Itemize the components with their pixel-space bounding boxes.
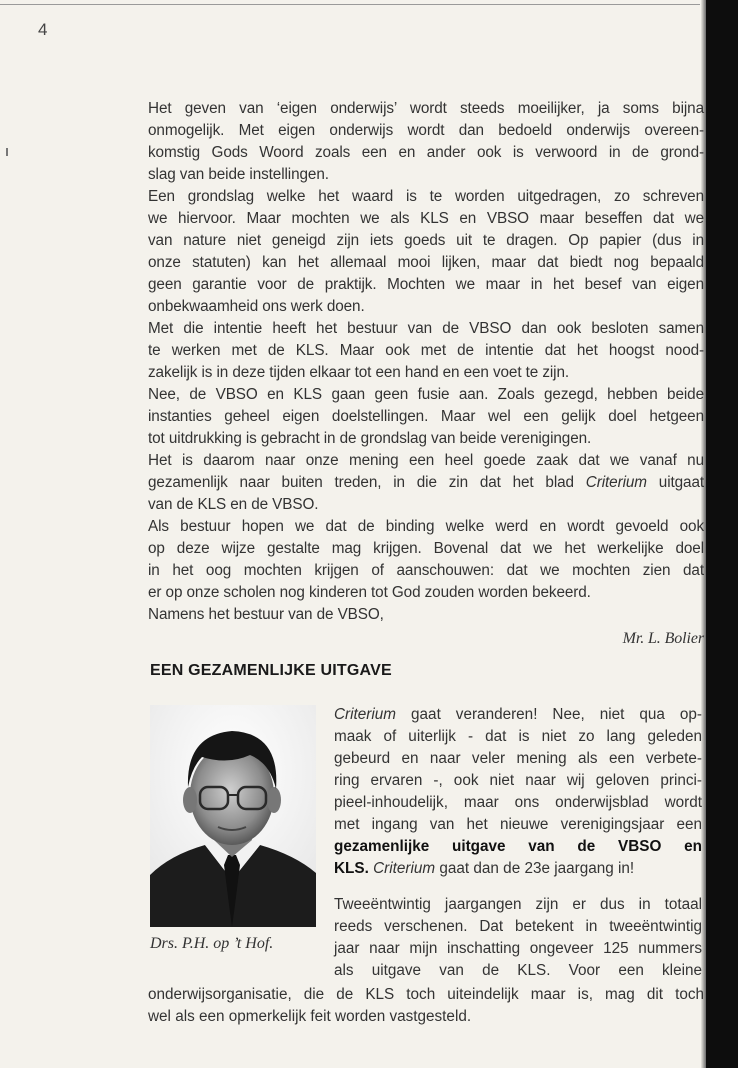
- intro-line: te werken met de KLS. Maar ook met de intentie dat het hoogst nood-: [148, 342, 704, 359]
- top-rule: [0, 4, 700, 5]
- column-line-bold: gezamenlijke uitgave van de VBSO en: [334, 838, 702, 855]
- intro-line-part: uitgaat: [658, 474, 705, 491]
- magazine-title: Criterium: [373, 860, 436, 877]
- intro-line: onbekwaamheid ons werk doen.: [148, 298, 365, 315]
- column-line: gebeurd en naar veler mening als een verbete-: [334, 750, 702, 767]
- signature: Mr. L. Bolier: [622, 630, 704, 647]
- intro-line: we hiervoor. Maar mochten we als KLS en VBSO maar beseffen dat we: [148, 210, 704, 227]
- author-portrait-image: [150, 705, 316, 927]
- intro-line: slag van beide instellingen.: [148, 166, 329, 183]
- intro-line: onmogelijk. Met eigen onderwijs wordt dan bedoeld onderwijs overeen-: [148, 122, 704, 139]
- intro-line: Met die intentie heeft het bestuur van de VBSO dan ook besloten samen: [148, 320, 704, 337]
- column-line-part: gaat dan de 23e jaargang in!: [439, 860, 635, 877]
- intro-line: tot uitdrukking is gebracht in de grondslag van beide verenigingen.: [148, 430, 592, 447]
- photo-caption: Drs. P.H. op ’t Hof.: [150, 935, 274, 952]
- magazine-title: Criterium: [334, 706, 397, 723]
- intro-line: Namens het bestuur van de VBSO,: [148, 606, 384, 623]
- intro-line-with-title: [148, 472, 704, 494]
- page-number: 4: [38, 20, 48, 39]
- column-line: Tweeëntwintig jaargangen zijn er dus in totaal: [334, 896, 702, 913]
- intro-line: komstig Gods Woord zoals een en ander ook is verwoord in de grond-: [148, 144, 704, 161]
- column-line: ring ervaren -, ook niet naar wij geloven princi-: [334, 772, 702, 789]
- column-line: [334, 858, 702, 880]
- column-line: als uitgave van de KLS. Voor een kleine: [334, 962, 702, 979]
- intro-line-part: gezamenlijk naar buiten treden, in die zin dat het blad: [148, 474, 574, 491]
- paragraph-gap: [334, 880, 702, 894]
- column-line: [334, 704, 702, 726]
- column-line: pieel-inhoudelijk, maar ons onderwijsblad wordt: [334, 794, 702, 811]
- announcement-column: [334, 704, 702, 982]
- intro-line: Nee, de VBSO en KLS gaan geen fusie aan. Zoals gezegd, hebben beide: [148, 386, 704, 403]
- intro-line: van nature niet geneigd zijn iets goeds uit te dragen. Op papier (dus in: [148, 232, 704, 249]
- intro-line: Een grondslag welke het waard is te worden uitgedragen, zo schreven: [148, 188, 704, 205]
- section-heading: EEN GEZAMENLIJKE UITGAVE: [150, 662, 392, 679]
- closing-line: onderwijsorganisatie, die de KLS toch uiteindelijk maar is, mag dit toch: [148, 986, 704, 1003]
- column-line: reeds verschenen. Dat betekent in tweeëntwintig: [334, 918, 702, 935]
- intro-article: [148, 98, 704, 650]
- intro-line: Het geven van ‘eigen onderwijs’ wordt steeds moeilijker, ja soms bijna: [148, 100, 704, 117]
- margin-mark: [6, 148, 8, 156]
- intro-line: Het is daarom naar onze mening een heel goede zaak dat we vanaf nu: [148, 452, 704, 469]
- intro-line: Als bestuur hopen we dat de binding welke werd en wordt gevoeld ook: [148, 518, 704, 535]
- closing-line: wel als een opmerkelijk feit worden vastgesteld.: [148, 1008, 472, 1025]
- column-line: met ingang van het nieuwe verenigingsjaar een: [334, 816, 702, 833]
- intro-line: geen garantie voor de praktijk. Mochten we maar in het besef van eigen: [148, 276, 704, 293]
- closing-text: [148, 984, 704, 1028]
- intro-line: onze statuten) kan het allemaal mooi lijken, maar dat biedt nog bepaald: [148, 254, 704, 271]
- column-line: maak of uiterlijk - dat is niet zo lang geleden: [334, 728, 702, 745]
- page-binding-edge: [706, 0, 738, 1068]
- intro-line: instanties geheel eigen doelstellingen. Maar wel een gelijk doel hetgeen: [148, 408, 704, 425]
- column-line-part: gaat veranderen! Nee, niet qua op-: [411, 706, 702, 723]
- magazine-title: Criterium: [585, 474, 647, 491]
- intro-line: in het oog mochten krijgen of aanschouwen: dat we mochten zien dat: [148, 562, 704, 579]
- intro-line: er op onze scholen nog kinderen tot God zouden worden bekeerd.: [148, 584, 591, 601]
- column-line-bold: KLS.: [334, 860, 369, 877]
- column-line: jaar naar mijn inschatting ongeveer 125 nummers: [334, 940, 702, 957]
- intro-line: zakelijk is in deze tijden elkaar tot een hand en een voet te zijn.: [148, 364, 570, 381]
- author-photo: [150, 705, 316, 927]
- intro-line: op deze wijze gestalte mag krijgen. Bovenal dat we het werkelijke doel: [148, 540, 704, 557]
- intro-line: van de KLS en de VBSO.: [148, 496, 319, 513]
